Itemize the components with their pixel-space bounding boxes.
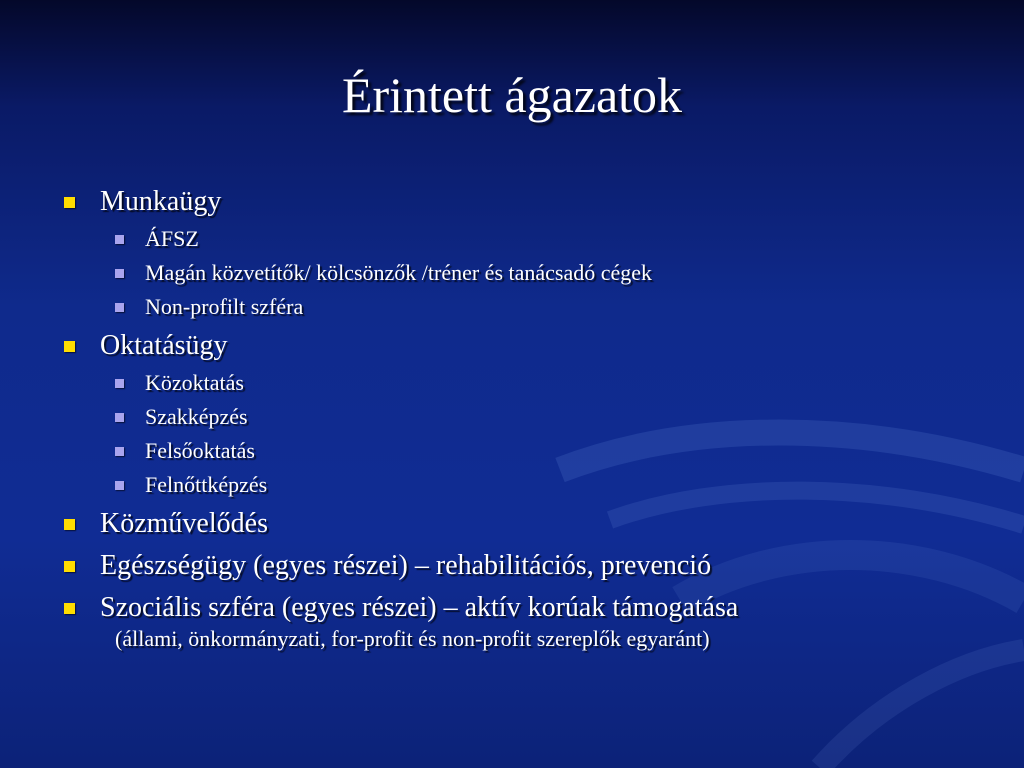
sub-list-item-label: Magán közvetítők/ kölcsönzők /tréner és tanácsadó cégek [145, 260, 653, 285]
list-item-label: Közművelődés [100, 508, 268, 539]
sub-list-item [62, 400, 992, 434]
square-bullet-icon [115, 235, 124, 244]
sub-list-item-label: ÁFSZ [145, 226, 199, 251]
sub-list-item [62, 290, 992, 324]
square-bullet-icon [115, 481, 124, 490]
sub-list-item-label: Közoktatás [145, 370, 244, 395]
square-bullet-icon [115, 269, 124, 278]
list-item-label: Szociális szféra (egyes részei) – aktív korúak támogatása [100, 592, 739, 623]
list-item-oktatasugy [62, 326, 992, 366]
square-bullet-icon [64, 561, 75, 572]
list-item-label: Egészségügy (egyes részei) – rehabilitációs, prevenció [100, 550, 712, 581]
sub-list-item-label: Felnőttképzés [145, 472, 268, 497]
list-item-label: Oktatásügy [100, 330, 228, 361]
sub-list-item [62, 366, 992, 400]
sub-list-item [62, 434, 992, 468]
square-bullet-icon [64, 197, 75, 208]
sub-list-item-label: Non-profilt szféra [145, 294, 304, 319]
square-bullet-icon [64, 519, 75, 530]
sub-list-item-label: Felsőoktatás [145, 438, 255, 463]
bullet-list [62, 180, 992, 654]
square-bullet-icon [64, 341, 75, 352]
slide-title: Érintett ágazatok [341, 67, 683, 123]
square-bullet-icon [64, 603, 75, 614]
list-item-label: Munkaügy [100, 186, 222, 217]
list-item-szocialis-szfera [62, 588, 992, 628]
square-bullet-icon [115, 303, 124, 312]
sub-list-item [62, 256, 992, 290]
square-bullet-icon [115, 379, 124, 388]
list-note: (állami, önkormányzati, for-profit és non-profit szereplők egyaránt) [115, 626, 710, 651]
list-item-egeszsegugy [62, 546, 992, 586]
sub-list-item [62, 222, 992, 256]
list-item-munkaugy [62, 182, 992, 222]
list-item-kozmuvelodes [62, 504, 992, 544]
sub-list-item-label: Szakképzés [145, 404, 248, 429]
square-bullet-icon [115, 447, 124, 456]
sub-list-item [62, 468, 992, 502]
square-bullet-icon [115, 413, 124, 422]
